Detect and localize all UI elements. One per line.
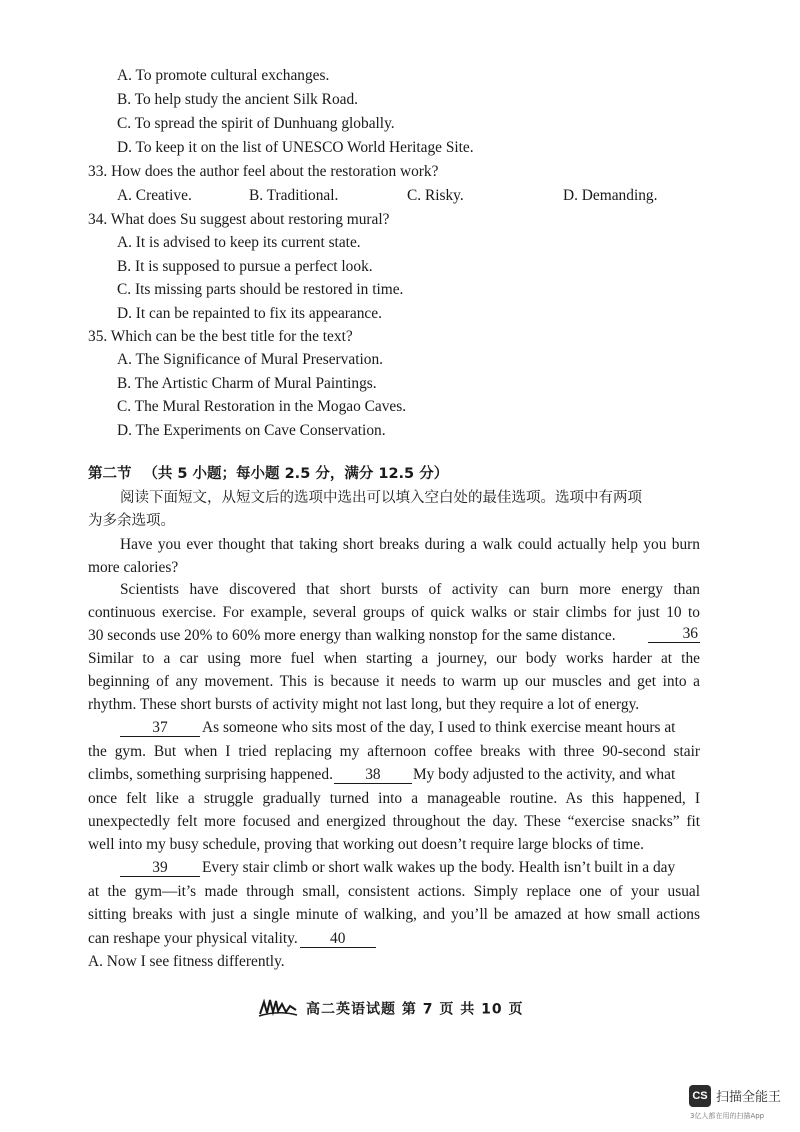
camscanner-app-name: 扫描全能王 xyxy=(716,1090,782,1105)
q35-option-d: D. The Experiments on Cave Conservation. xyxy=(117,422,386,439)
passage-p2-line-2: continuous exercise. For example, several groups of quick walks or stair climbs for just 10 to xyxy=(88,604,700,621)
passage-p3-line-4: once felt like a struggle gradually turned into a manageable routine. As this happened, I xyxy=(88,790,700,807)
passage-p4-line-1 xyxy=(88,858,700,878)
passage-p2-line-4: Similar to a car using more fuel when starting a journey, our body works harder at the xyxy=(88,650,700,667)
passage-p2-line-1: Scientists have discovered that short bursts of activity can burn more energy than xyxy=(120,581,700,598)
passage-p2-line-3 xyxy=(88,626,700,646)
camscanner-logo-icon: CS xyxy=(689,1085,711,1107)
section-2-heading: 第二节 xyxy=(88,466,132,482)
q34-option-c: C. Its missing parts should be restored in time. xyxy=(117,281,404,298)
passage-p3-line-6: well into my busy schedule, proving that working out doesn’t require large blocks of time. xyxy=(88,836,644,853)
q34-option-a: A. It is advised to keep its current state. xyxy=(117,234,361,251)
section-2-scoring: （共 5 小题；每小题 2.5 分，满分 12.5 分） xyxy=(143,466,449,482)
section-2-instruction-line-1: 阅读下面短文，从短文后的选项中选出可以填入空白处的最佳选项。选项中有两项 xyxy=(120,490,642,506)
passage-p3-line-1-text: As someone who sits most of the day, I used to think exercise meant hours at xyxy=(202,719,676,736)
q32-option-c: C. To spread the spirit of Dunhuang globally. xyxy=(117,115,395,132)
q34-option-b: B. It is supposed to pursue a perfect look. xyxy=(117,258,373,275)
footer xyxy=(258,996,523,1024)
q34-stem: 34. What does Su suggest about restoring mural? xyxy=(88,211,390,228)
passage-p4-line-2: at the gym—it’s made through small, consistent actions. Simply replace one of your usual xyxy=(88,883,700,900)
q35-option-c: C. The Mural Restoration in the Mogao Caves. xyxy=(117,398,407,415)
passage-p3-line-3 xyxy=(88,765,700,785)
section-2-header xyxy=(88,464,448,484)
passage-p2-line-3-text: 30 seconds use 20% to 60% more energy than walking nonstop for the same distance. xyxy=(88,627,616,644)
passage-p1-line-2: more calories? xyxy=(88,559,179,576)
q33-option-c: C. Risky. xyxy=(407,187,464,204)
camscanner-tagline: 3亿人都在用的扫描App xyxy=(690,1112,765,1120)
passage-p3-line-5: unexpectedly felt more focused and energized throughout the day. These “exercise snacks” fit xyxy=(88,813,700,830)
q33-option-b: B. Traditional. xyxy=(249,187,339,204)
page-label: 高二英语试题 第 7 页 共 10 页 xyxy=(306,1001,524,1018)
q32-option-a: A. To promote cultural exchanges. xyxy=(117,67,330,84)
passage-p3-line-2: the gym. But when I tried replacing my afternoon coffee breaks with three 90-second stair xyxy=(88,743,700,760)
passage-p4-line-1-text: Every stair climb or short walk wakes up the body. Health isn’t built in a day xyxy=(202,859,676,876)
q35-option-a: A. The Significance of Mural Preservation. xyxy=(117,351,383,368)
passage-p3-line-1 xyxy=(88,718,700,738)
q34-option-d: D. It can be repainted to fix its appearance. xyxy=(117,305,382,322)
passage-p3-line-3-text-b: My body adjusted to the activity, and what xyxy=(412,766,676,783)
blank-39: 39 xyxy=(120,860,200,877)
q35-stem: 35. Which can be the best title for the text? xyxy=(88,328,353,345)
q32-option-b: B. To help study the ancient Silk Road. xyxy=(117,91,359,108)
passage-p1-line-1: Have you ever thought that taking short breaks during a walk could actually help you burn xyxy=(120,536,700,553)
q35-option-b: B. The Artistic Charm of Mural Paintings. xyxy=(117,375,377,392)
passage-p2-line-5: beginning of any movement. This is because it needs to warm up our muscles and get into a xyxy=(88,673,700,690)
q33-option-a: A. Creative. xyxy=(117,187,192,204)
section-2-instruction-line-2: 为多余选项。 xyxy=(88,513,175,529)
blank-37: 37 xyxy=(120,720,200,737)
passage-p3-line-3-text-a: climbs, something surprising happened. xyxy=(88,766,333,783)
q33-stem: 33. How does the author feel about the restoration work? xyxy=(88,163,439,180)
q32-option-d: D. To keep it on the list of UNESCO World Heritage Site. xyxy=(117,139,474,156)
passage-p4-line-4-text: can reshape your physical vitality. xyxy=(88,930,298,947)
passage-p4-line-4 xyxy=(88,929,376,949)
blank-40: 40 xyxy=(300,931,376,948)
q33-option-d: D. Demanding. xyxy=(563,187,658,204)
blank-38: 38 xyxy=(334,767,412,784)
passage-p2-line-6: rhythm. These short bursts of activity might not last long, but they require a lot of energy. xyxy=(88,696,640,713)
blank-36: 36 xyxy=(648,626,700,643)
passage-p4-line-3: sitting breaks with just a single minute of walking, and you’ll be amazed at how small actions xyxy=(88,906,700,923)
choice-a: A. Now I see fitness differently. xyxy=(88,953,285,970)
signature-scribble-icon xyxy=(258,996,298,1024)
